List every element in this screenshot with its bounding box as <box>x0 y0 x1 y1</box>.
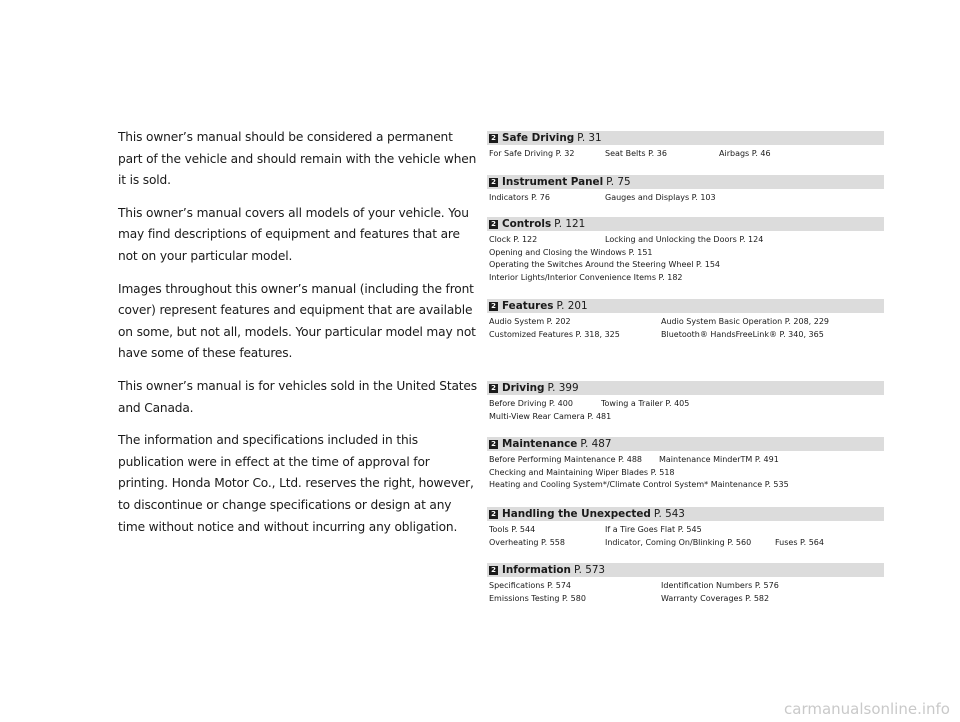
toc-section-page: P. 543 <box>653 508 685 520</box>
toc-link[interactable]: Maintenance MinderTM P. 491 <box>659 455 779 464</box>
toc-link[interactable]: Operating the Switches Around the Steering Wheel P. 154 <box>489 260 720 269</box>
intro-paragraph: This owner’s manual should be considered a permanent part of the vehicle and should remain with the vehicle when it is sold. <box>118 130 477 188</box>
toc-link[interactable]: Specifications P. 574 <box>489 581 572 590</box>
toc-link[interactable]: Fuses P. 564 <box>775 537 824 547</box>
intro-paragraph: The information and specifications included in this publication were in effect at the time of approval for printing. Honda Motor Co., Ltd. reserves the right, however, to discontinue or change specifications or design at any time without notice and without incurring any obligation. <box>118 433 474 534</box>
intro-paragraph: Images throughout this owner’s manual (including the front cover) represent features and equipment that are available on some, but not all, models. Your particular model may not have some of these features. <box>118 281 476 361</box>
toc-section-title: Maintenance <box>502 438 578 450</box>
toc-link[interactable]: Seat Belts P. 36 <box>605 149 667 158</box>
toc-row <box>489 593 884 606</box>
toc-link[interactable]: Indicators P. 76 <box>489 193 550 202</box>
toc-link[interactable]: If a Tire Goes Flat P. 545 <box>605 525 702 534</box>
toc-section-header[interactable] <box>487 381 884 395</box>
toc-section-title: Information <box>502 564 571 576</box>
toc-row <box>489 537 884 550</box>
toc-link[interactable]: Before Driving P. 400 <box>489 399 573 408</box>
reference-arrow-icon: 2 <box>489 178 498 187</box>
toc-section-title: Driving <box>502 382 545 394</box>
toc-section-page: P. 31 <box>577 132 602 144</box>
toc-link[interactable]: Gauges and Displays P. 103 <box>605 193 716 202</box>
intro-paragraph: This owner’s manual covers all models of your vehicle. You may find descriptions of equipment and features that are not on your particular model. <box>118 205 469 263</box>
toc-section-safe-driving <box>487 131 884 161</box>
toc-link[interactable]: Warranty Coverages P. 582 <box>661 593 770 603</box>
toc-section-handling-the-unexpected <box>487 507 884 549</box>
toc-row <box>489 247 884 260</box>
toc-link[interactable]: Indicator, Coming On/Blinking P. 560 <box>605 537 752 547</box>
toc-row <box>489 479 884 492</box>
toc-link[interactable]: Clock P. 122 <box>489 235 538 244</box>
toc-section-header[interactable] <box>487 507 884 521</box>
toc-link[interactable]: Before Performing Maintenance P. 488 <box>489 455 643 464</box>
reference-arrow-icon: 2 <box>489 220 498 229</box>
toc-link[interactable]: Opening and Closing the Windows P. 151 <box>489 247 653 257</box>
toc-link[interactable]: Airbags P. 46 <box>719 149 771 158</box>
toc-section-features <box>487 299 884 341</box>
reference-arrow-icon: 2 <box>489 302 498 311</box>
toc-section-title: Safe Driving <box>502 132 575 144</box>
toc-row <box>489 454 884 467</box>
toc-link[interactable]: Towing a Trailer P. 405 <box>601 399 690 408</box>
toc-link[interactable]: Multi-View Rear Camera P. 481 <box>489 411 612 421</box>
toc-section-information <box>487 563 884 605</box>
toc-link[interactable]: Bluetooth® HandsFreeLink® P. 340, 365 <box>661 329 824 339</box>
toc-link[interactable]: Checking and Maintaining Wiper Blades P. 518 <box>489 467 675 477</box>
toc-section-title: Handling the Unexpected <box>502 508 651 520</box>
toc-section-maintenance <box>487 437 884 492</box>
toc-row <box>489 411 884 424</box>
toc-section-page: P. 573 <box>573 564 606 576</box>
toc-row <box>489 524 884 537</box>
toc-section-page: P. 487 <box>580 438 612 450</box>
reference-arrow-icon: 2 <box>489 384 498 393</box>
toc-section-header[interactable] <box>487 437 884 451</box>
reference-arrow-icon: 2 <box>489 510 498 519</box>
toc-section-page: P. 201 <box>556 300 588 312</box>
toc-link[interactable]: Emissions Testing P. 580 <box>489 593 586 603</box>
toc-row <box>489 398 884 411</box>
toc-section-title: Features <box>502 300 554 312</box>
toc-link[interactable]: Identification Numbers P. 576 <box>661 581 779 590</box>
intro-paragraph: This owner’s manual is for vehicles sold in the United States and Canada. <box>118 378 477 415</box>
toc-link[interactable]: Customized Features P. 318, 325 <box>489 329 620 339</box>
toc-row <box>489 329 884 342</box>
toc-row <box>489 259 884 272</box>
toc-section-title: Controls <box>502 218 552 230</box>
toc-row <box>489 580 884 593</box>
toc-row <box>489 234 884 247</box>
toc-section-instrument-panel <box>487 175 884 205</box>
toc-section-header[interactable] <box>487 563 884 577</box>
toc-section-header[interactable] <box>487 299 884 313</box>
toc-section-header[interactable] <box>487 217 884 231</box>
intro-text <box>118 127 478 549</box>
toc-section-page: P. 121 <box>554 218 586 230</box>
toc-row <box>489 467 884 480</box>
toc-section-driving <box>487 381 884 423</box>
watermark: carmanualsonline.info <box>784 700 950 718</box>
toc-link[interactable]: Tools P. 544 <box>489 525 536 534</box>
toc-section-page: P. 75 <box>606 176 631 188</box>
toc-link[interactable]: Locking and Unlocking the Doors P. 124 <box>605 235 764 244</box>
toc-row <box>489 272 884 285</box>
reference-arrow-icon: 2 <box>489 566 498 575</box>
toc-row <box>489 148 884 161</box>
toc-section-page: P. 399 <box>547 382 579 394</box>
toc-link[interactable]: Audio System P. 202 <box>489 317 571 326</box>
toc-section-title: Instrument Panel <box>502 176 604 188</box>
toc-link[interactable]: Interior Lights/Interior Convenience Items P. 182 <box>489 272 683 282</box>
toc-section-controls <box>487 217 884 284</box>
toc-section-header[interactable] <box>487 131 884 145</box>
reference-arrow-icon: 2 <box>489 134 498 143</box>
toc-link[interactable]: Audio System Basic Operation P. 208, 229 <box>661 317 830 326</box>
toc-row <box>489 316 884 329</box>
toc-link[interactable]: For Safe Driving P. 32 <box>489 149 575 158</box>
reference-arrow-icon: 2 <box>489 440 498 449</box>
toc-link[interactable]: Overheating P. 558 <box>489 537 565 547</box>
toc-link[interactable]: Heating and Cooling System*/Climate Control System* Maintenance P. 535 <box>489 480 789 489</box>
toc-section-header[interactable] <box>487 175 884 189</box>
toc-row <box>489 192 884 205</box>
